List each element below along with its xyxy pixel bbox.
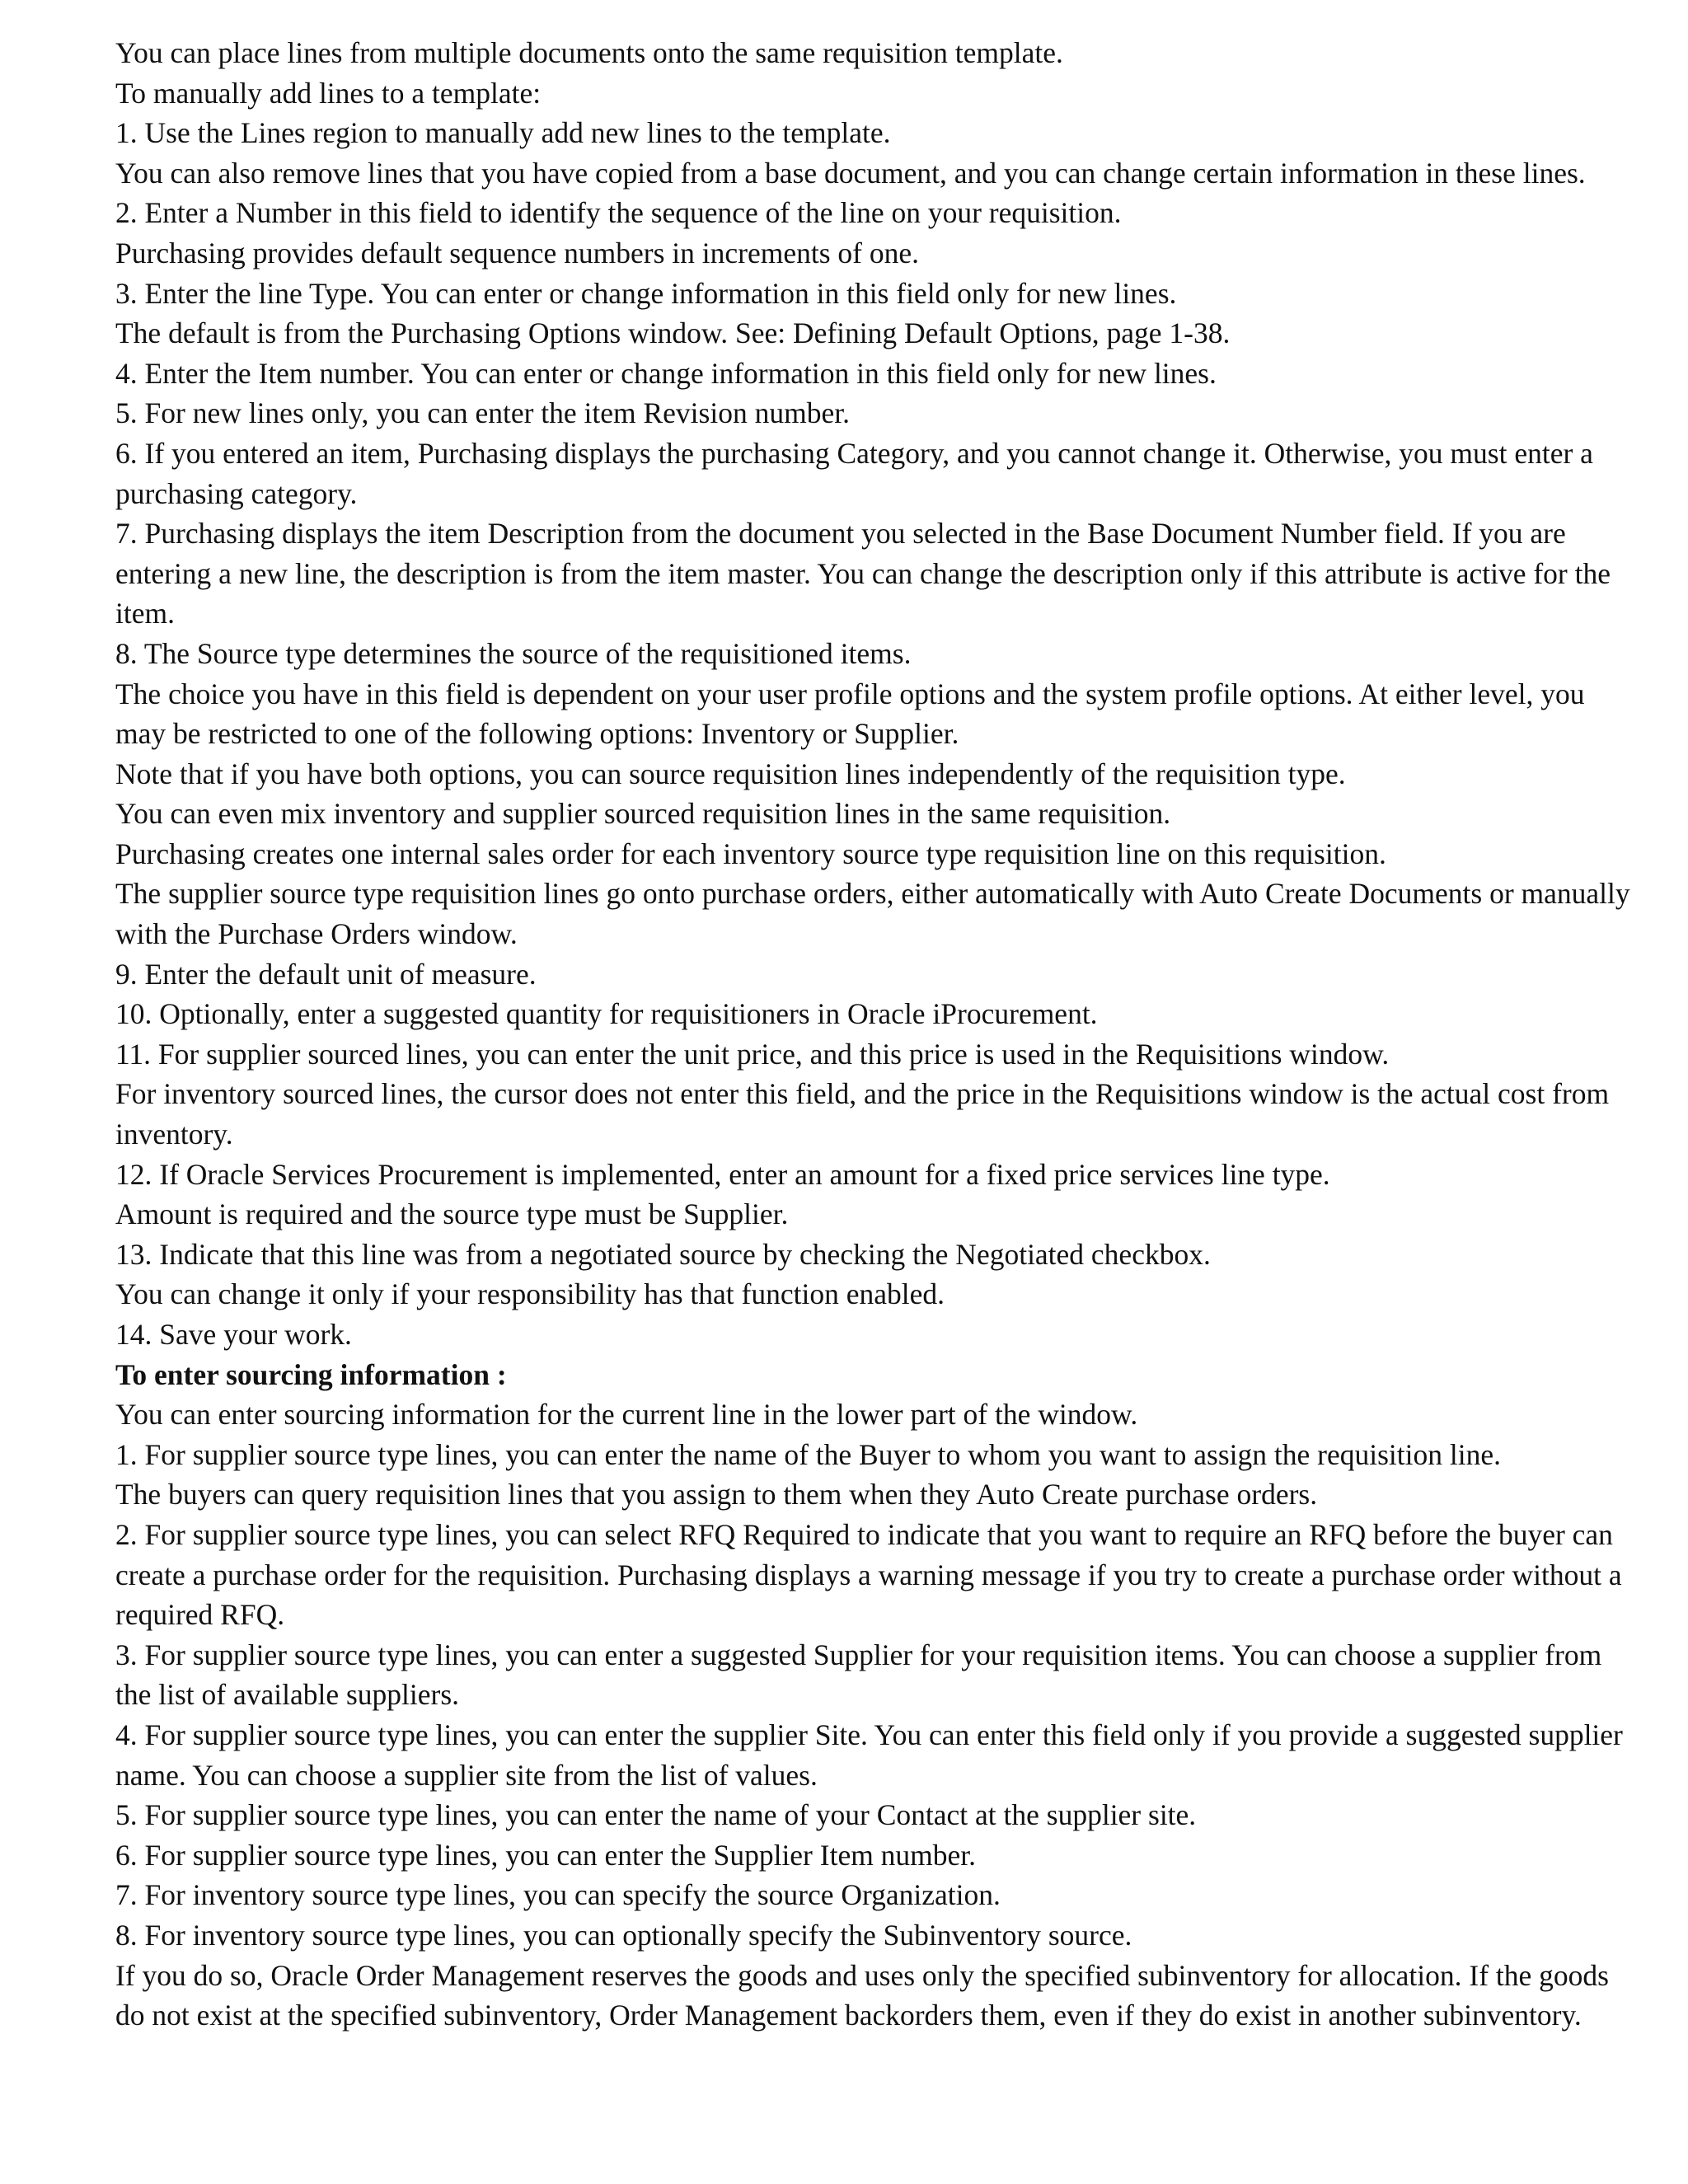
paragraph: 4. For supplier source type lines, you can enter the supplier Site. You can enter this field only if you provide a suggested supplier name. You can choose a supplier site from the list of values.	[115, 1718, 1623, 1792]
section-heading: To enter sourcing information :	[115, 1357, 507, 1391]
paragraph: 7. For inventory source type lines, you can specify the source Organization.	[115, 1878, 1001, 1912]
paragraph: Purchasing provides default sequence numbers in increments of one.	[115, 236, 919, 269]
paragraph: 8. The Source type determines the source of the requisitioned items.	[115, 636, 912, 670]
paragraph: The choice you have in this field is dependent on your user profile options and the system profile options. At either level, you may be restricted to one of the following options: Inventory or Supplier.	[115, 677, 1585, 751]
paragraph: The supplier source type requisition lines go onto purchase orders, either automatically with Auto Create Documents or manually with the Purchase Orders window.	[115, 877, 1630, 951]
paragraph: 3. Enter the line Type. You can enter or change information in this field only for new lines.	[115, 276, 1177, 310]
paragraph: You can enter sourcing information for the current line in the lower part of the window.	[115, 1398, 1138, 1432]
paragraph: 3. For supplier source type lines, you can enter a suggested Supplier for your requisition items. You can choose a supplier from the list of available suppliers.	[115, 1638, 1602, 1712]
paragraph: 13. Indicate that this line was from a negotiated source by checking the Negotiated checkbox.	[115, 1237, 1211, 1271]
paragraph: For inventory sourced lines, the cursor does not enter this field, and the price in the Requisitions window is the actual cost from inventory.	[115, 1077, 1610, 1151]
paragraph: 5. For supplier source type lines, you can enter the name of your Contact at the supplier site.	[115, 1798, 1197, 1832]
paragraph: You can change it only if your responsibility has that function enabled.	[115, 1277, 945, 1311]
paragraph: 2. For supplier source type lines, you can select RFQ Required to indicate that you want to require an RFQ before the buyer can create a purchase order for the requisition. Purchasing displays a warning message if you try to create a purchase order without a required RFQ.	[115, 1517, 1622, 1632]
paragraph: You can also remove lines that you have copied from a base document, and you can change certain information in these lines.	[115, 156, 1586, 190]
paragraph: 14. Save your work.	[115, 1318, 352, 1351]
paragraph: 11. For supplier sourced lines, you can enter the unit price, and this price is used in the Requisitions window.	[115, 1037, 1390, 1071]
paragraph: The buyers can query requisition lines that you assign to them when they Auto Create purchase orders.	[115, 1478, 1318, 1511]
paragraph: 7. Purchasing displays the item Description from the document you selected in the Base Document Number field. If you are entering a new line, the description is from the item master. You can change the description only if this attribute is active for the item.	[115, 517, 1611, 630]
paragraph: 10. Optionally, enter a suggested quantity for requisitioners in Oracle iProcurement.	[115, 997, 1098, 1031]
paragraph: 2. Enter a Number in this field to identify the sequence of the line on your requisition.	[115, 196, 1122, 230]
paragraph: 6. If you entered an item, Purchasing displays the purchasing Category, and you cannot change it. Otherwise, you must enter a purchasing category.	[115, 436, 1593, 510]
paragraph: To manually add lines to a template:	[115, 76, 542, 110]
paragraph: 4. Enter the Item number. You can enter or change information in this field only for new lines.	[115, 356, 1217, 390]
paragraph: 12. If Oracle Services Procurement is implemented, enter an amount for a fixed price services line type.	[115, 1157, 1330, 1191]
paragraph: Amount is required and the source type must be Supplier.	[115, 1197, 789, 1231]
paragraph: You can even mix inventory and supplier sourced requisition lines in the same requisition.	[115, 797, 1171, 831]
paragraph: 5. For new lines only, you can enter the item Revision number.	[115, 396, 850, 430]
paragraph: If you do so, Oracle Order Management reserves the goods and uses only the specified subinventory for allocation. If the goods do not exist at the specified subinventory, Order Management backorders them, even if they do exist in another subinventory.	[115, 1958, 1609, 2032]
paragraph: 1. For supplier source type lines, you can enter the name of the Buyer to whom you want to assign the requisition line.	[115, 1437, 1501, 1471]
paragraph: 9. Enter the default unit of measure.	[115, 957, 537, 991]
paragraph: Purchasing creates one internal sales order for each inventory source type requisition line on this requisition.	[115, 837, 1386, 870]
paragraph: 8. For inventory source type lines, you can optionally specify the Subinventory source.	[115, 1918, 1132, 1952]
paragraph: The default is from the Purchasing Options window. See: Defining Default Options, page 1-38.	[115, 316, 1231, 350]
paragraph: Note that if you have both options, you can source requisition lines independently of the requisition type.	[115, 757, 1346, 790]
paragraph: 1. Use the Lines region to manually add new lines to the template.	[115, 116, 891, 150]
paragraph: 6. For supplier source type lines, you can enter the Supplier Item number.	[115, 1838, 977, 1872]
paragraph: You can place lines from multiple documents onto the same requisition template.	[115, 36, 1063, 69]
document-page	[115, 33, 1632, 2036]
